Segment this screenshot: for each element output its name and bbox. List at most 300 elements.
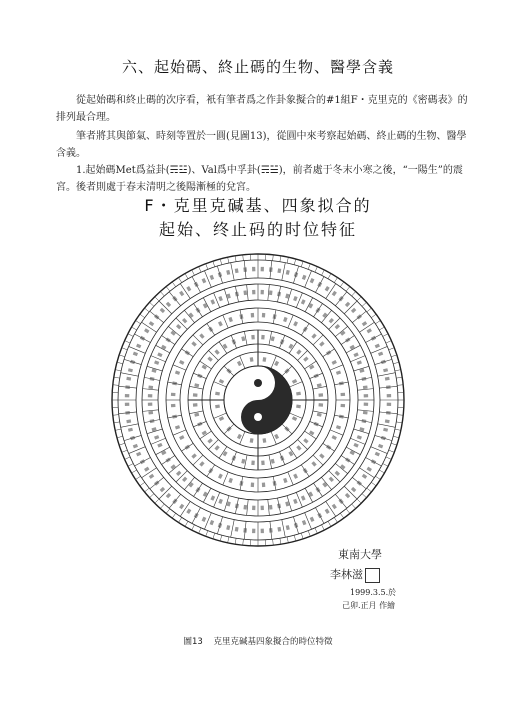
wheel-outer-tick: [132, 327, 137, 330]
wheel-outer-tick: [235, 256, 236, 262]
wheel-outer-tick: [185, 521, 188, 526]
wheel-glyph-mark: [340, 464, 345, 469]
wheel-glyph-mark: [387, 394, 392, 397]
wheel-glyph-mark: [296, 392, 301, 396]
wheel-spoke: [151, 356, 166, 362]
wheel-outer-tick: [328, 274, 331, 279]
wheel-outer-tick: [115, 370, 121, 371]
wheel-glyph-mark: [277, 527, 281, 532]
wheel-glyph-mark: [269, 505, 273, 510]
wheel-outer-tick: [389, 450, 395, 452]
wheel-outer-tick: [140, 482, 145, 486]
wheel-glyph-mark: [353, 352, 358, 357]
wheel-glyph-mark: [232, 339, 237, 344]
wheel-outer-tick: [178, 278, 181, 283]
wheel-outer-tick: [235, 538, 236, 544]
wheel-glyph-mark: [326, 350, 331, 355]
figure-caption: [0, 635, 516, 647]
wheel-outer-tick: [220, 259, 222, 265]
wheel-glyph-mark: [218, 296, 223, 301]
wheel-glyph-mark: [128, 428, 133, 432]
wheel-glyph-mark: [125, 411, 130, 415]
wheel-glyph-mark: [325, 286, 330, 291]
inscription-line-4: 己卯.正月 作繪: [342, 600, 396, 610]
wheel-glyph-mark: [386, 411, 391, 415]
wheel-glyph-mark: [274, 434, 279, 439]
wheel-glyph-mark: [322, 482, 327, 487]
wheel-spoke: [159, 486, 172, 499]
wheel-spoke: [173, 365, 186, 370]
wheel-glyph-mark: [194, 282, 199, 287]
inscription-author: 李林滋: [330, 568, 363, 581]
wheel-outer-tick: [367, 308, 372, 312]
wheel-outer-tick: [114, 422, 120, 423]
wheel-glyph-mark: [364, 403, 369, 406]
wheel-glyph-mark: [250, 438, 254, 443]
wheel-outer-tick: [287, 537, 288, 543]
wheel-glyph-mark: [286, 525, 290, 530]
wheel-glyph-mark: [157, 352, 162, 357]
wheel-outer-tick: [389, 348, 395, 350]
wheel-glyph-mark: [176, 471, 181, 476]
wheel-outer-tick: [294, 259, 296, 265]
wheel-outer-tick: [160, 504, 164, 508]
wheel-outer-tick: [115, 429, 121, 430]
wheel-glyph-mark: [241, 336, 245, 341]
wheel-outer-tick: [352, 504, 356, 508]
wheel-glyph-mark: [214, 349, 219, 354]
wheel-glyph-mark: [332, 291, 337, 296]
wheel-outer-tick: [243, 539, 244, 545]
wheel-glyph-mark: [197, 374, 202, 379]
wheel-glyph-mark: [133, 444, 138, 449]
wheel-glyph-mark: [148, 403, 153, 406]
wheel-glyph-mark: [261, 460, 265, 465]
wheel-glyph-mark: [202, 517, 207, 522]
wheel-outer-tick: [391, 355, 397, 357]
wheel-glyph-mark: [351, 487, 356, 492]
wheel-outer-tick: [379, 327, 384, 330]
wheel-glyph-mark: [125, 385, 130, 389]
wheel-outer-tick: [383, 464, 388, 467]
wheel-outer-tick: [273, 255, 274, 261]
wheel-outer-tick: [172, 282, 176, 287]
wheel-glyph-mark: [311, 333, 316, 338]
wheel-glyph-mark: [179, 435, 184, 440]
wheel-glyph-mark: [218, 474, 223, 479]
wheel-glyph-mark: [363, 411, 368, 415]
wheel-glyph-mark: [301, 495, 306, 500]
wheel-glyph-mark: [235, 292, 239, 297]
wheel-glyph-mark: [296, 349, 301, 354]
wheel-glyph-mark: [341, 393, 346, 396]
wheel-spoke: [223, 315, 228, 328]
wheel-glyph-mark: [345, 337, 350, 342]
wheel-glyph-mark: [172, 415, 177, 419]
wheel-glyph-mark: [186, 286, 191, 291]
wheel-glyph-mark: [202, 278, 207, 283]
wheel-glyph-mark: [315, 487, 320, 492]
wheel-spoke: [121, 373, 139, 377]
wheel-outer-tick: [391, 443, 397, 445]
inscription-line-1: 東南大學: [338, 548, 382, 561]
wheel-outer-tick: [128, 334, 133, 337]
wheel-rings: [112, 254, 404, 546]
wheel-glyph-mark: [252, 290, 255, 295]
wheel-outer-tick: [397, 415, 403, 416]
wheel-glyph-mark: [250, 357, 254, 362]
wheel-spoke: [151, 438, 166, 444]
wheel-spoke: [204, 271, 211, 288]
wheel-glyph-mark: [326, 445, 331, 450]
wheel-glyph-mark: [381, 436, 386, 440]
wheel-outer-tick: [346, 509, 350, 514]
wheel-outer-tick: [243, 255, 244, 261]
wheel-spoke: [296, 293, 302, 308]
wheel-glyph-mark: [293, 296, 298, 301]
wheel-glyph-mark: [140, 459, 145, 464]
wheel-spoke: [378, 373, 396, 377]
wheel-glyph-mark: [274, 361, 279, 366]
wheel-glyph-mark: [271, 459, 275, 464]
wheel-glyph-mark: [179, 360, 184, 365]
wheel-glyph-mark: [293, 499, 298, 504]
wheel-spoke: [371, 447, 388, 454]
wheel-glyph-mark: [332, 360, 337, 365]
wheel-outer-tick: [395, 429, 401, 430]
wheel-glyph-mark: [262, 313, 265, 318]
wheel-glyph-mark: [214, 445, 219, 450]
wheel-glyph-mark: [353, 443, 358, 448]
caption-number: 圖13: [183, 637, 203, 647]
wheel-glyph-mark: [189, 482, 194, 487]
wheel-glyph-mark: [252, 529, 255, 534]
wheel-glyph-mark: [303, 438, 308, 443]
wheel-glyph-mark: [318, 393, 323, 397]
wheel-glyph-mark: [182, 477, 187, 482]
wheel-glyph-mark: [219, 379, 224, 384]
wheel-glyph-mark: [378, 352, 383, 357]
wheel-glyph-mark: [335, 471, 340, 476]
wheel-glyph-mark: [351, 308, 356, 313]
wheel-glyph-mark: [357, 360, 362, 365]
wheel-outer-tick: [379, 470, 384, 473]
wheel-glyph-mark: [269, 267, 273, 272]
wheel-outer-tick: [117, 436, 123, 438]
wheel-glyph-mark: [273, 314, 277, 319]
wheel-glyph-mark: [218, 499, 223, 504]
wheel-glyph-mark: [261, 290, 264, 295]
wheel-outer-tick: [199, 528, 201, 533]
wheel-outer-tick: [119, 355, 125, 357]
wheel-glyph-mark: [277, 292, 281, 297]
wheel-glyph-mark: [235, 503, 239, 508]
wheel-glyph-mark: [176, 324, 181, 329]
wheel-spoke: [330, 430, 343, 435]
wheel-glyph-mark: [207, 438, 212, 443]
section-title: 六、起始碼、終止碼的生物、醫學含義: [121, 58, 394, 76]
wheel-glyph-mark: [191, 341, 196, 346]
wheel-outer-tick: [228, 257, 229, 263]
wheel-outer-tick: [160, 292, 164, 296]
wheel-spoke: [330, 365, 343, 370]
codon-wheel-diagram: [110, 252, 406, 548]
wheel-glyph-mark: [296, 445, 301, 450]
wheel-glyph-mark: [378, 444, 383, 449]
wheel-glyph-mark: [296, 404, 301, 408]
wheel-glyph-mark: [362, 321, 367, 326]
wheel-outer-tick: [113, 415, 119, 416]
wheel-glyph-mark: [310, 517, 315, 522]
wheel-glyph-mark: [171, 393, 176, 396]
wheel-glyph-mark: [322, 312, 327, 317]
wheel-spoke: [288, 472, 293, 485]
wheel-glyph-mark: [185, 350, 190, 355]
wheel-glyph-mark: [339, 381, 344, 385]
wheel-glyph-mark: [262, 483, 265, 488]
wheel-outer-tick: [371, 314, 376, 318]
handwritten-inscription: [330, 546, 480, 611]
wheel-outer-tick: [122, 450, 128, 452]
wheel-glyph-mark: [303, 356, 308, 361]
wheel-outer-tick: [334, 517, 337, 522]
wheel-glyph-mark: [371, 336, 376, 341]
wheel-glyph-mark: [362, 474, 367, 479]
wheel-glyph-mark: [261, 506, 264, 511]
wheel-outer-tick: [396, 422, 402, 423]
wheel-outer-tick: [114, 377, 120, 378]
wheel-glyph-mark: [357, 435, 362, 440]
wheel-outer-tick: [367, 488, 372, 492]
wheel-outer-tick: [301, 261, 303, 267]
wheel-glyph-mark: [125, 403, 130, 406]
wheel-glyph-mark: [157, 443, 162, 448]
wheel-glyph-mark: [179, 291, 184, 296]
inscription-line-3: 1999.3.5.於: [350, 587, 397, 597]
taiji-dark-dot: [254, 379, 262, 387]
wheel-glyph-mark: [345, 302, 350, 307]
wheel-glyph-mark: [150, 377, 155, 381]
wheel-outer-tick: [192, 525, 195, 530]
wheel-outer-tick: [213, 261, 215, 267]
wheel-glyph-mark: [339, 415, 344, 419]
wheel-outer-tick: [136, 320, 141, 323]
wheel-glyph-mark: [130, 360, 135, 364]
wheel-outer-tick: [220, 535, 222, 541]
wheel-glyph-mark: [294, 272, 298, 277]
wheel-glyph-mark: [286, 270, 290, 275]
wheel-glyph-mark: [243, 528, 247, 533]
wheel-spoke: [231, 263, 235, 281]
wheel-glyph-mark: [292, 379, 297, 384]
wheel-spoke: [305, 513, 312, 530]
wheel-outer-tick: [145, 308, 150, 312]
wheel-glyph-mark: [226, 270, 230, 275]
wheel-glyph-mark: [243, 267, 247, 272]
wheel-outer-tick: [334, 278, 337, 283]
wheel-spoke: [288, 315, 293, 328]
wheel-glyph-mark: [318, 403, 323, 407]
wheel-glyph-mark: [385, 377, 390, 381]
wheel-outer-tick: [125, 457, 130, 459]
wheel-glyph-mark: [125, 394, 130, 397]
wheel-outer-tick: [362, 494, 366, 498]
wheel-glyph-mark: [252, 506, 255, 511]
wheel-outer-tick: [393, 362, 399, 364]
wheel-outer-tick: [155, 499, 159, 503]
wheel-glyph-mark: [251, 335, 255, 340]
wheel-outer-tick: [119, 443, 125, 445]
wheel-outer-tick: [315, 528, 317, 533]
wheel-glyph-mark: [303, 327, 308, 332]
wheel-glyph-mark: [182, 318, 187, 323]
wheel-glyph-mark: [314, 374, 319, 379]
wheel-glyph-mark: [335, 324, 340, 329]
wheel-outer-tick: [145, 488, 150, 492]
wheel-glyph-mark: [311, 461, 316, 466]
wheel-glyph-mark: [228, 478, 232, 483]
wheel-spoke: [231, 520, 235, 538]
wheel-glyph-mark: [194, 513, 199, 518]
wheel-spoke: [344, 301, 357, 314]
wheel-glyph-mark: [292, 416, 297, 421]
wheel-glyph-mark: [262, 357, 266, 362]
wheel-glyph-mark: [302, 275, 307, 280]
taiji-light-dot: [254, 413, 262, 421]
wheel-glyph-mark: [303, 468, 308, 473]
wheel-glyph-mark: [371, 459, 376, 464]
wheel-outer-tick: [178, 517, 181, 522]
wheel-glyph-mark: [386, 385, 391, 389]
wheel-glyph-mark: [195, 487, 200, 492]
wheel-glyph-mark: [317, 513, 322, 518]
wheel-glyph-mark: [251, 483, 254, 488]
wheel-glyph-mark: [235, 527, 239, 532]
wheel-glyph-mark: [261, 335, 265, 340]
wheel-glyph-mark: [385, 419, 390, 423]
wheel-glyph-mark: [261, 529, 264, 534]
wheel-outer-tick: [308, 264, 310, 270]
wheel-glyph-mark: [273, 481, 277, 486]
wheel-glyph-mark: [226, 525, 230, 530]
wheel-glyph-mark: [218, 523, 222, 528]
wheel-glyph-mark: [172, 381, 177, 385]
wheel-glyph-mark: [363, 385, 368, 389]
wheel-spoke: [350, 356, 365, 362]
wheel-glyph-mark: [210, 299, 215, 304]
wheel-glyph-mark: [310, 278, 315, 283]
wheel-outer-tick: [155, 297, 159, 301]
wheel-spoke: [296, 492, 302, 507]
wheel-glyph-mark: [194, 413, 199, 417]
wheel-outer-tick: [280, 256, 281, 262]
wheel-glyph-mark: [232, 456, 237, 461]
wheel-glyph-mark: [361, 377, 366, 381]
wheel-glyph-mark: [243, 505, 247, 510]
wheel-glyph-mark: [329, 477, 334, 482]
wheel-outer-tick: [294, 535, 296, 541]
wheel-outer-tick: [375, 476, 380, 479]
wheel-glyph-mark: [165, 337, 170, 342]
wheel-glyph-mark: [277, 268, 281, 273]
wheel-spoke: [344, 486, 357, 499]
wheel-glyph-mark: [314, 422, 319, 427]
wheel-outer-tick: [287, 257, 288, 263]
wheel-glyph-mark: [175, 370, 180, 374]
wheel-spoke: [282, 520, 286, 538]
wheel-outer-tick: [357, 297, 361, 301]
wheel-glyph-mark: [150, 419, 155, 423]
wheel-spoke: [129, 447, 146, 454]
wheel-glyph-mark: [160, 487, 165, 492]
wheel-outer-tick: [206, 264, 208, 270]
wheel-outer-tick: [397, 385, 403, 386]
wheel-glyph-mark: [191, 453, 196, 458]
wheel-glyph-mark: [179, 504, 184, 509]
wheel-outer-tick: [128, 464, 133, 467]
wheel-glyph-mark: [293, 321, 298, 326]
wheel-outer-tick: [206, 531, 208, 537]
wheel-glyph-mark: [341, 404, 346, 407]
wheel-glyph-mark: [294, 523, 298, 528]
wheel-glyph-mark: [126, 419, 131, 423]
wheel-glyph-mark: [332, 435, 337, 440]
wheel-glyph-mark: [136, 344, 141, 349]
wheel-glyph-mark: [218, 272, 222, 277]
wheel-outer-tick: [375, 320, 380, 323]
wheel-glyph-mark: [154, 360, 159, 365]
wheel-outer-tick: [328, 521, 331, 526]
wheel-glyph-mark: [133, 352, 138, 357]
wheel-outer-tick: [132, 470, 137, 473]
figure-title-line-2: 起始、终止码的时位特征: [158, 220, 357, 239]
wheel-spoke: [129, 346, 146, 353]
wheel-glyph-mark: [194, 383, 199, 387]
wheel-glyph-mark: [329, 318, 334, 323]
wheel-glyph-mark: [336, 370, 341, 374]
wheel-glyph-mark: [283, 478, 287, 483]
wheel-spoke: [223, 472, 228, 485]
wheel-spoke: [204, 513, 211, 530]
wheel-glyph-mark: [269, 290, 273, 295]
figure-title-line-1: F・克里克碱基、四象拟合的: [144, 196, 372, 215]
wheel-glyph-mark: [186, 509, 191, 514]
wheel-outer-tick: [113, 385, 119, 386]
wheel-glyph-mark: [149, 321, 154, 326]
wheel-glyph-mark: [199, 461, 204, 466]
wheel-glyph-mark: [381, 360, 386, 364]
wheel-outer-tick: [280, 538, 281, 544]
wheel-glyph-mark: [315, 307, 320, 312]
wheel-glyph-mark: [317, 413, 322, 417]
wheel-glyph-mark: [140, 336, 145, 341]
wheel-glyph-mark: [301, 299, 306, 304]
wheel-outer-tick: [150, 494, 154, 498]
wheel-spoke: [214, 293, 220, 308]
wheel-outer-tick: [185, 274, 188, 279]
wheel-glyph-mark: [208, 468, 213, 473]
wheel-glyph-mark: [228, 317, 232, 322]
wheel-glyph-mark: [375, 344, 380, 349]
wheel-glyph-mark: [136, 452, 141, 457]
wheel-glyph-mark: [126, 377, 131, 381]
wheel-glyph-mark: [336, 425, 341, 429]
wheel-glyph-mark: [319, 341, 324, 346]
wheel-spoke: [371, 346, 388, 353]
wheel-glyph-mark: [319, 453, 324, 458]
wheel-glyph-mark: [237, 361, 242, 366]
wheel-glyph-mark: [364, 394, 369, 397]
